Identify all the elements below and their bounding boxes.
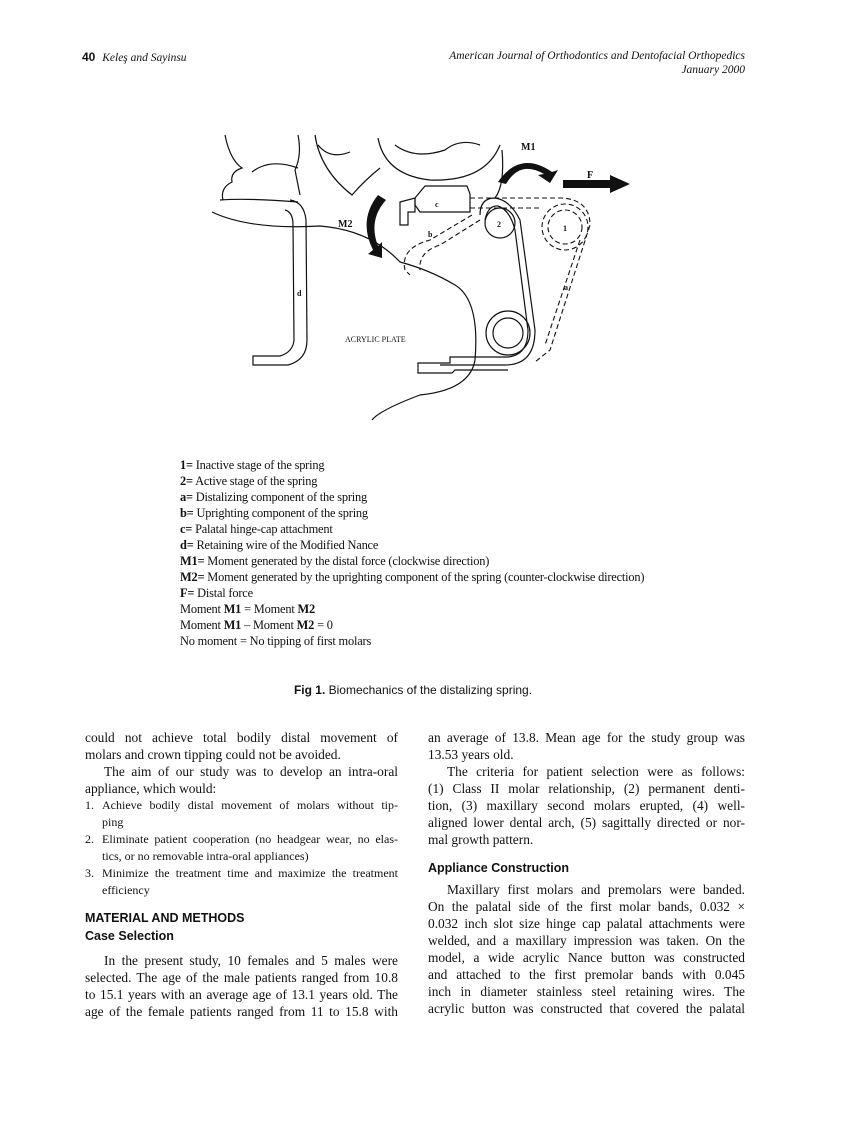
legend-item — [180, 506, 368, 521]
body-line: model, a wide acrylic Nance button was constructed — [428, 950, 745, 965]
issue-date: January 2000 — [681, 64, 745, 76]
legend-item — [180, 586, 253, 601]
legend-item — [180, 474, 317, 489]
legend-text: Moment generated by the distal force (clockwise direction) — [204, 554, 490, 568]
legend-key: a= — [180, 490, 193, 504]
label-m1: M1 — [521, 142, 536, 153]
authors: Keleş and Sayinsu — [102, 52, 187, 64]
body-line: The criteria for patient selection were as follows: — [447, 764, 745, 779]
label-f: F — [587, 170, 594, 181]
teeth-outline — [222, 135, 502, 200]
legend-key: b= — [180, 506, 194, 520]
body-line: selected. The age of the male patients ranged from 10.8 — [85, 970, 398, 985]
gum-line — [212, 212, 476, 420]
legend-equation: Moment M1 = Moment M2 — [180, 602, 315, 616]
body-line: 0.032 inch slot size hinge cap palatal attachments were — [428, 916, 745, 931]
legend-key: F= — [180, 586, 195, 600]
running-header-right — [449, 50, 745, 76]
label-2: 2 — [497, 220, 501, 229]
subsection-heading: Appliance Construction — [428, 861, 569, 875]
legend-text: Uprighting component of the spring — [193, 506, 368, 520]
body-line: and attached to the first premolar bands with 0.045 — [428, 967, 745, 982]
legend-text: Distalizing component of the spring — [192, 490, 368, 504]
list-number: 2. — [85, 832, 94, 846]
list-item: efficiency — [102, 883, 150, 897]
list-number: 1. — [85, 798, 94, 812]
legend-item — [180, 490, 367, 505]
distal-force-arrow — [563, 175, 630, 193]
legend-key: d= — [180, 538, 194, 552]
body-line: On the palatal side of the first molar bands, 0.032 × — [428, 899, 745, 914]
legend-equation: No moment = No tipping of first molars — [180, 634, 372, 648]
body-line: appliance, which would: — [85, 781, 217, 796]
legend-text: Distal force — [194, 586, 253, 600]
legend-item — [180, 570, 644, 585]
legend-key: 2= — [180, 474, 193, 488]
body-line: acrylic button was constructed that covered the palatal — [428, 1001, 745, 1016]
body-line: The aim of our study was to develop an intra-oral — [104, 764, 398, 779]
subsection-heading: Case Selection — [85, 929, 174, 943]
caption-text: Biomechanics of the distalizing spring. — [325, 683, 533, 697]
list-number: 3. — [85, 866, 94, 880]
legend-text: Inactive stage of the spring — [192, 458, 325, 472]
body-line: welded, and a maxillary impression was taken. On the — [428, 933, 745, 948]
m1-moment-arrow — [498, 163, 558, 184]
body-line: inch in diameter stainless steel retaining wires. The — [428, 984, 745, 999]
legend-key: M1= — [180, 554, 205, 568]
legend-key: c= — [180, 522, 193, 536]
list-item: Eliminate patient cooperation (no headgear wear, no elas- — [102, 832, 398, 846]
body-line: Maxillary first molars and premolars were banded. — [447, 882, 745, 897]
label-b: b — [428, 230, 433, 239]
m2-moment-arrow — [367, 195, 386, 258]
legend-item — [180, 458, 324, 473]
label-1: 1 — [563, 224, 567, 233]
caption-label: Fig 1. — [293, 683, 326, 697]
legend-text: Active stage of the spring — [192, 474, 318, 488]
legend-key: 1= — [180, 458, 193, 472]
active-spring — [418, 198, 535, 373]
section-heading: MATERIAL AND METHODS — [85, 911, 245, 925]
label-d: d — [297, 289, 302, 298]
body-line: an average of 13.8. Mean age for the study group was — [428, 730, 745, 745]
page-number: 40 — [82, 50, 96, 64]
body-line: to 15.1 years with an average age of 13.1 years old. The — [85, 987, 398, 1002]
body-line: (1) Class II molar relationship, (2) permanent denti- — [428, 781, 745, 796]
list-item: Achieve bodily distal movement of molars without tip- — [102, 798, 398, 812]
journal-title: American Journal of Orthodontics and Dentofacial Orthopedics — [449, 50, 745, 62]
body-line: age of the female patients ranged from 11 to 15.8 with — [85, 1004, 398, 1019]
legend-item — [180, 538, 378, 553]
biomechanics-diagram — [190, 120, 650, 450]
body-line: tion, (3) maxillary second molars erupted, (4) well- — [428, 798, 745, 813]
label-c: c — [435, 200, 439, 209]
figure-caption — [0, 683, 826, 697]
body-line: could not achieve total bodily distal movement of — [85, 730, 398, 745]
list-item: ping — [102, 815, 124, 829]
body-line: mal growth pattern. — [428, 832, 534, 847]
list-item: Minimize the treatment time and maximize the treatment — [102, 866, 398, 880]
legend-text: Moment generated by the uprighting component of the spring (counter-clockwise direction) — [204, 570, 645, 584]
legend-item — [180, 522, 333, 537]
legend-text: Retaining wire of the Modified Nance — [193, 538, 379, 552]
body-line: In the present study, 10 females and 5 males were — [104, 953, 398, 968]
legend-text: Palatal hinge-cap attachment — [192, 522, 333, 536]
legend-item — [180, 554, 489, 569]
legend-key: M2= — [180, 570, 205, 584]
label-acrylic-plate: ACRYLIC PLATE — [345, 335, 406, 344]
label-a: a — [564, 283, 568, 292]
label-m2: M2 — [338, 219, 353, 230]
list-item: tics, or no removable intra-oral appliances) — [102, 849, 309, 863]
body-line: 13.53 years old. — [428, 747, 514, 762]
running-header-left — [82, 50, 187, 64]
body-line: aligned lower dental arch, (5) sagittally directed or nor- — [428, 815, 745, 830]
legend-equation: Moment M1 – Moment M2 = 0 — [180, 618, 333, 632]
body-line: molars and crown tipping could not be avoided. — [85, 747, 341, 762]
